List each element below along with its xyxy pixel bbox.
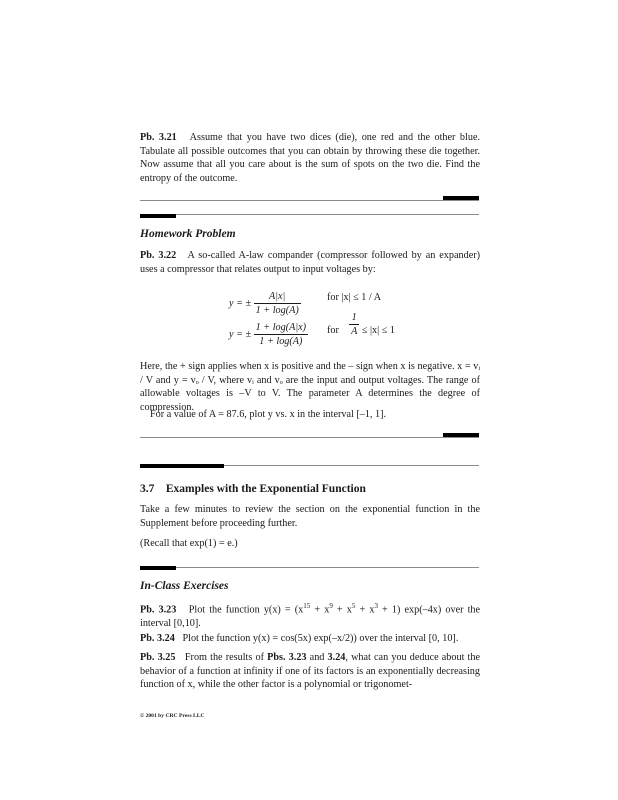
section-bar [140, 464, 224, 468]
eq-cond-rest: ≤ |x| ≤ 1 [361, 324, 395, 336]
problem-label: Pb. 3.23 [140, 604, 177, 616]
eq-lhs: y = ± [229, 328, 252, 340]
problem-text: A so-called A-law compander (compressor followed by an expander) uses a compressor that relates output to input voltages by: [140, 250, 481, 275]
problem-3-24 [140, 632, 480, 646]
problem-text: , what can you deduce about the behavior of a function at infinity if one of its factors is an exponentially decreasing function of x, while the other factor is a polynomial or trigonomet- [140, 652, 481, 691]
section-title: Examples with the Exponential Function [165, 483, 366, 495]
divider-rule [140, 437, 479, 438]
problem-reference: 3.24 [327, 652, 346, 663]
exponent: 5 [351, 602, 356, 610]
eq-cond-numerator: 1 [349, 311, 359, 325]
section-intro: Take a few minutes to review the section on the exponential function in the Supplement before proceeding further. [140, 504, 480, 529]
exponent: 3 [374, 602, 378, 610]
divider-rule [140, 200, 479, 201]
section-recall: (Recall that exp(1) = e.) [140, 538, 238, 549]
problem-label: Pb. 3.24 [140, 633, 175, 644]
problem-text: + x [355, 604, 375, 616]
problem-text: Plot the function y(x) = (x [188, 604, 304, 616]
eq-for: for [327, 324, 339, 336]
eq-denominator: 1 + log(A) [255, 305, 299, 316]
problem-label: Pb. 3.21 [140, 132, 177, 143]
problem-3-22-task: For a value of A = 87.6, plot y vs. x in the interval [–1, 1]. [150, 409, 387, 420]
problem-text: Plot the function y(x) = cos(5x) exp(–x/2)) over the interval [0, 10]. [182, 633, 459, 644]
exponent: 15 [303, 602, 311, 610]
problem-text: From the results of [184, 652, 268, 663]
problem-text: Assume that you have two dices (die), one red and the other blue. Tabulate all possible outcomes that you can obtain by throwing these die together. Now assume that all you care about is the sum of spots on the two die. Find the entropy of the outcome. [140, 132, 481, 184]
problem-3-22-explanation: Here, the + sign applies when x is positive and the – sign when x is negative. x = vᵢ / V and y = vₒ / V, where vᵢ and vₒ are the input and output voltages. The range of allowable voltages is –V to V. The parameter A determines the degree of compression. [140, 361, 480, 413]
problem-text: and [306, 652, 328, 663]
equation-1 [229, 290, 301, 317]
divider-rule [140, 567, 479, 568]
equation-1-condition: for |x| ≤ 1 / A [327, 292, 382, 303]
section-heading [140, 483, 366, 495]
problem-3-25 [140, 651, 480, 692]
problem-reference: Pbs. 3.23 [267, 652, 307, 663]
problem-label: Pb. 3.25 [140, 652, 176, 663]
problem-label: Pb. 3.22 [140, 250, 177, 261]
divider-bar [140, 214, 176, 218]
homework-heading: Homework Problem [140, 228, 236, 240]
copyright-footer: © 2001 by CRC Press LLC [140, 713, 205, 719]
eq-numerator: 1 + log(A|x) [255, 322, 307, 333]
eq-numerator: A|x| [254, 290, 301, 304]
divider-bar [140, 566, 176, 570]
eq-lhs: y = ± [229, 297, 252, 309]
section-number: 3.7 [140, 483, 155, 495]
eq-cond-denominator: A [351, 326, 358, 337]
problem-3-22 [140, 249, 480, 276]
problem-text: + x [332, 604, 352, 616]
inclass-heading: In-Class Exercises [140, 580, 229, 592]
exponent: 9 [329, 602, 333, 610]
problem-3-21 [140, 131, 480, 185]
equation-2 [229, 321, 308, 348]
eq-denominator: 1 + log(A) [259, 336, 303, 347]
problem-3-23 [140, 600, 480, 631]
divider-rule [140, 214, 479, 215]
problem-text: + x [310, 604, 330, 616]
equation-2-condition [327, 312, 395, 338]
problem-text: + 1) exp(–4x) over the interval [0,10]. [140, 604, 481, 629]
